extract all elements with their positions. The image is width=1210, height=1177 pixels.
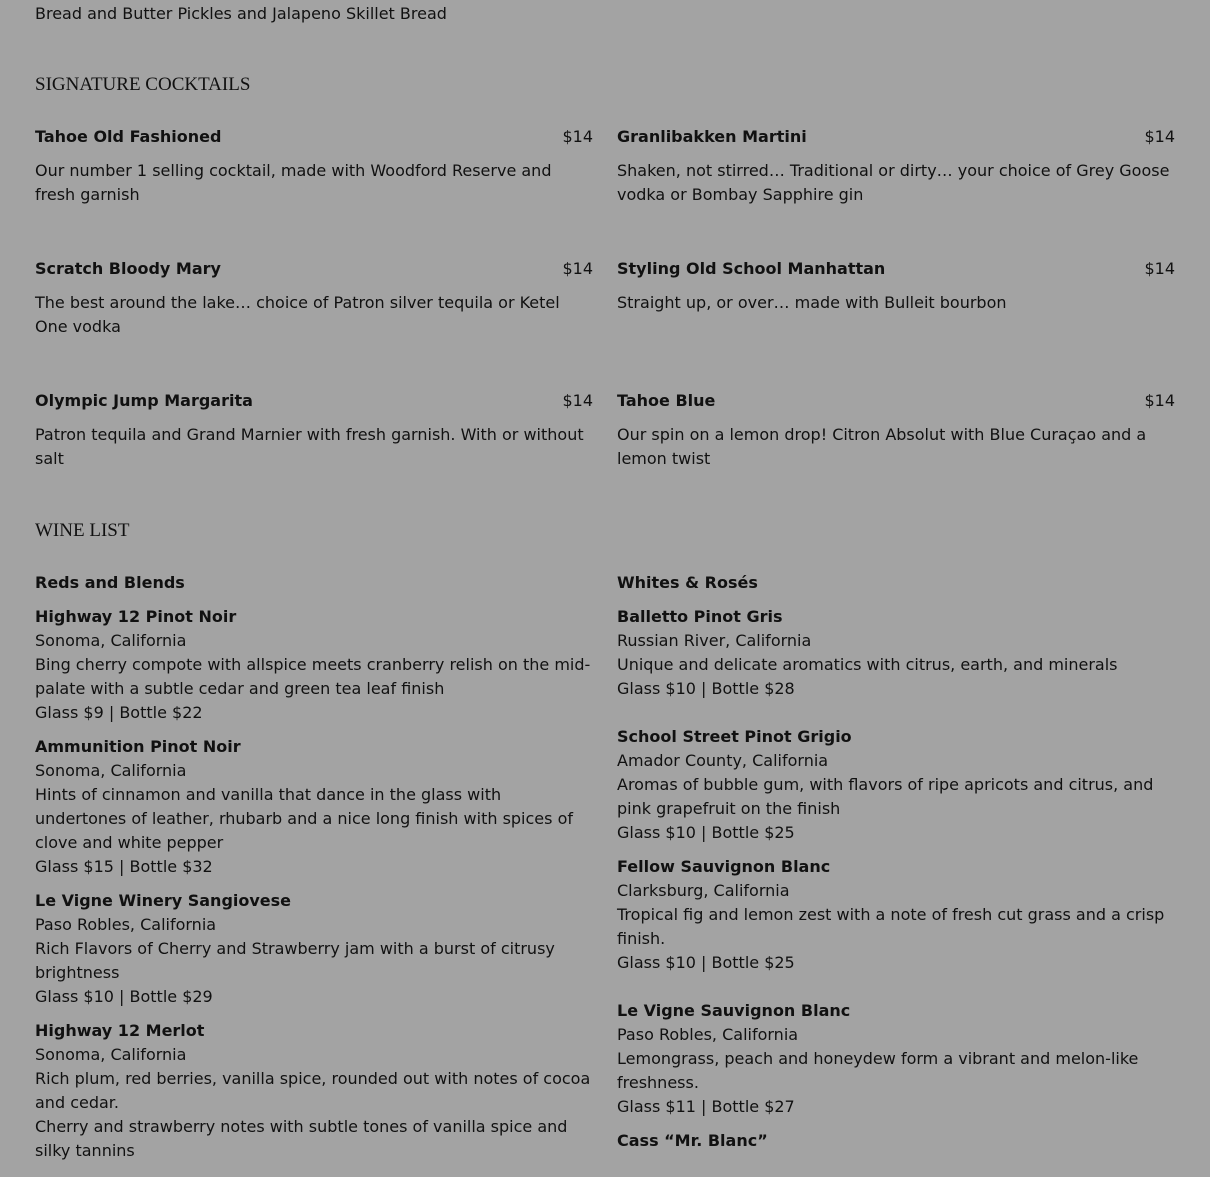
wine-name: Highway 12 Merlot	[35, 1021, 205, 1040]
wine-item	[35, 1019, 593, 1163]
cocktail-price: $14	[1144, 391, 1175, 410]
cocktail-item	[617, 389, 1175, 471]
intro-text: Bread and Butter Pickles and Jalapeno Skillet Bread	[35, 4, 447, 23]
cocktail-name: Tahoe Blue	[617, 391, 716, 410]
wine-region: Russian River, California	[617, 631, 812, 650]
cocktail-description: Shaken, not stirred… Traditional or dirty… your choice of Grey Goose vodka or Bombay Sapphire gin	[617, 161, 1170, 204]
wine-price: Glass $10 | Bottle $28	[617, 679, 795, 698]
cocktail-item	[35, 257, 593, 339]
wine-name: Le Vigne Sauvignon Blanc	[617, 1001, 851, 1020]
wine-item	[617, 605, 1175, 701]
cocktail-price: $14	[562, 259, 593, 278]
whites-column	[617, 571, 1175, 1177]
wine-item	[617, 1129, 1175, 1153]
cocktail-description: The best around the lake… choice of Patron silver tequila or Ketel One vodka	[35, 293, 560, 336]
cocktail-price: $14	[562, 391, 593, 410]
cocktail-name: Scratch Bloody Mary	[35, 259, 221, 278]
wine-notes: Rich Flavors of Cherry and Strawberry jam with a burst of citrusy brightness	[35, 939, 555, 982]
wine-notes: Rich plum, red berries, vanilla spice, rounded out with notes of cocoa and cedar.	[35, 1069, 591, 1112]
wine-price: Glass $10 | Bottle $25	[617, 823, 795, 842]
cocktail-description: Our number 1 selling cocktail, made with Woodford Reserve and fresh garnish	[35, 161, 552, 204]
wine-notes: Bing cherry compote with allspice meets cranberry relish on the mid-palate with a subtle cedar and green tea leaf finish	[35, 655, 591, 698]
wine-region: Amador County, California	[617, 751, 829, 770]
wine-region: Paso Robles, California	[617, 1025, 799, 1044]
cocktail-price: $14	[1144, 259, 1175, 278]
wine-name: Highway 12 Pinot Noir	[35, 607, 237, 626]
wine-item	[617, 855, 1175, 975]
whites-title: Whites & Rosés	[617, 573, 758, 592]
wine-notes-secondary: Cherry and strawberry notes with subtle tones of vanilla spice and silky tannins	[35, 1117, 568, 1160]
cocktail-description: Straight up, or over… made with Bulleit bourbon	[617, 293, 1007, 312]
wine-item	[35, 735, 593, 879]
cocktail-description: Patron tequila and Grand Marnier with fresh garnish. With or without salt	[35, 425, 584, 468]
wine-item	[35, 605, 593, 725]
cocktail-name: Styling Old School Manhattan	[617, 259, 886, 278]
wine-region: Clarksburg, California	[617, 881, 790, 900]
cocktail-name: Tahoe Old Fashioned	[35, 127, 222, 146]
cocktail-name: Olympic Jump Margarita	[35, 391, 253, 410]
wine-notes: Aromas of bubble gum, with flavors of ripe apricots and citrus, and pink grapefruit on the finish	[617, 775, 1154, 818]
wine-name: Balletto Pinot Gris	[617, 607, 783, 626]
wine-name: School Street Pinot Grigio	[617, 727, 852, 746]
wine-notes: Unique and delicate aromatics with citrus, earth, and minerals	[617, 655, 1118, 674]
wine-item	[617, 725, 1175, 845]
wine-notes: Tropical fig and lemon zest with a note of fresh cut grass and a crisp finish.	[617, 905, 1165, 948]
cocktails-section-title: SIGNATURE COCKTAILS	[35, 74, 251, 95]
wine-price: Glass $9 | Bottle $22	[35, 703, 203, 722]
cocktail-description: Our spin on a lemon drop! Citron Absolut with Blue Curaçao and a lemon twist	[617, 425, 1147, 468]
wine-region: Sonoma, California	[35, 1045, 187, 1064]
wine-region: Sonoma, California	[35, 761, 187, 780]
cocktail-price: $14	[562, 127, 593, 146]
cocktail-item	[617, 257, 1175, 315]
wine-price: Glass $11 | Bottle $27	[617, 1097, 795, 1116]
wine-price: Glass $15 | Bottle $32	[35, 857, 213, 876]
cocktail-name: Granlibakken Martini	[617, 127, 807, 146]
wine-region: Sonoma, California	[35, 631, 187, 650]
cocktail-item	[617, 125, 1175, 207]
wine-region: Paso Robles, California	[35, 915, 217, 934]
wine-price: Glass $10 | Bottle $29	[35, 987, 213, 1006]
wine-notes: Lemongrass, peach and honeydew form a vibrant and melon-like freshness.	[617, 1049, 1139, 1092]
reds-title: Reds and Blends	[35, 573, 185, 592]
wine-price: Glass $10 | Bottle $25	[617, 953, 795, 972]
wine-section-title: WINE LIST	[35, 520, 130, 541]
wine-name: Fellow Sauvignon Blanc	[617, 857, 831, 876]
cocktail-item	[35, 125, 593, 207]
wine-name: Le Vigne Winery Sangiovese	[35, 891, 292, 910]
cocktail-item	[35, 389, 593, 471]
wine-notes: Hints of cinnamon and vanilla that dance in the glass with undertones of leather, rhubarb and a nice long finish with spices of clove and white pepper	[35, 785, 573, 852]
wine-item	[35, 889, 593, 1009]
wine-item	[617, 999, 1175, 1119]
wine-name: Ammunition Pinot Noir	[35, 737, 241, 756]
wine-name: Cass “Mr. Blanc”	[617, 1131, 768, 1150]
reds-column	[35, 571, 593, 1173]
cocktail-price: $14	[1144, 127, 1175, 146]
